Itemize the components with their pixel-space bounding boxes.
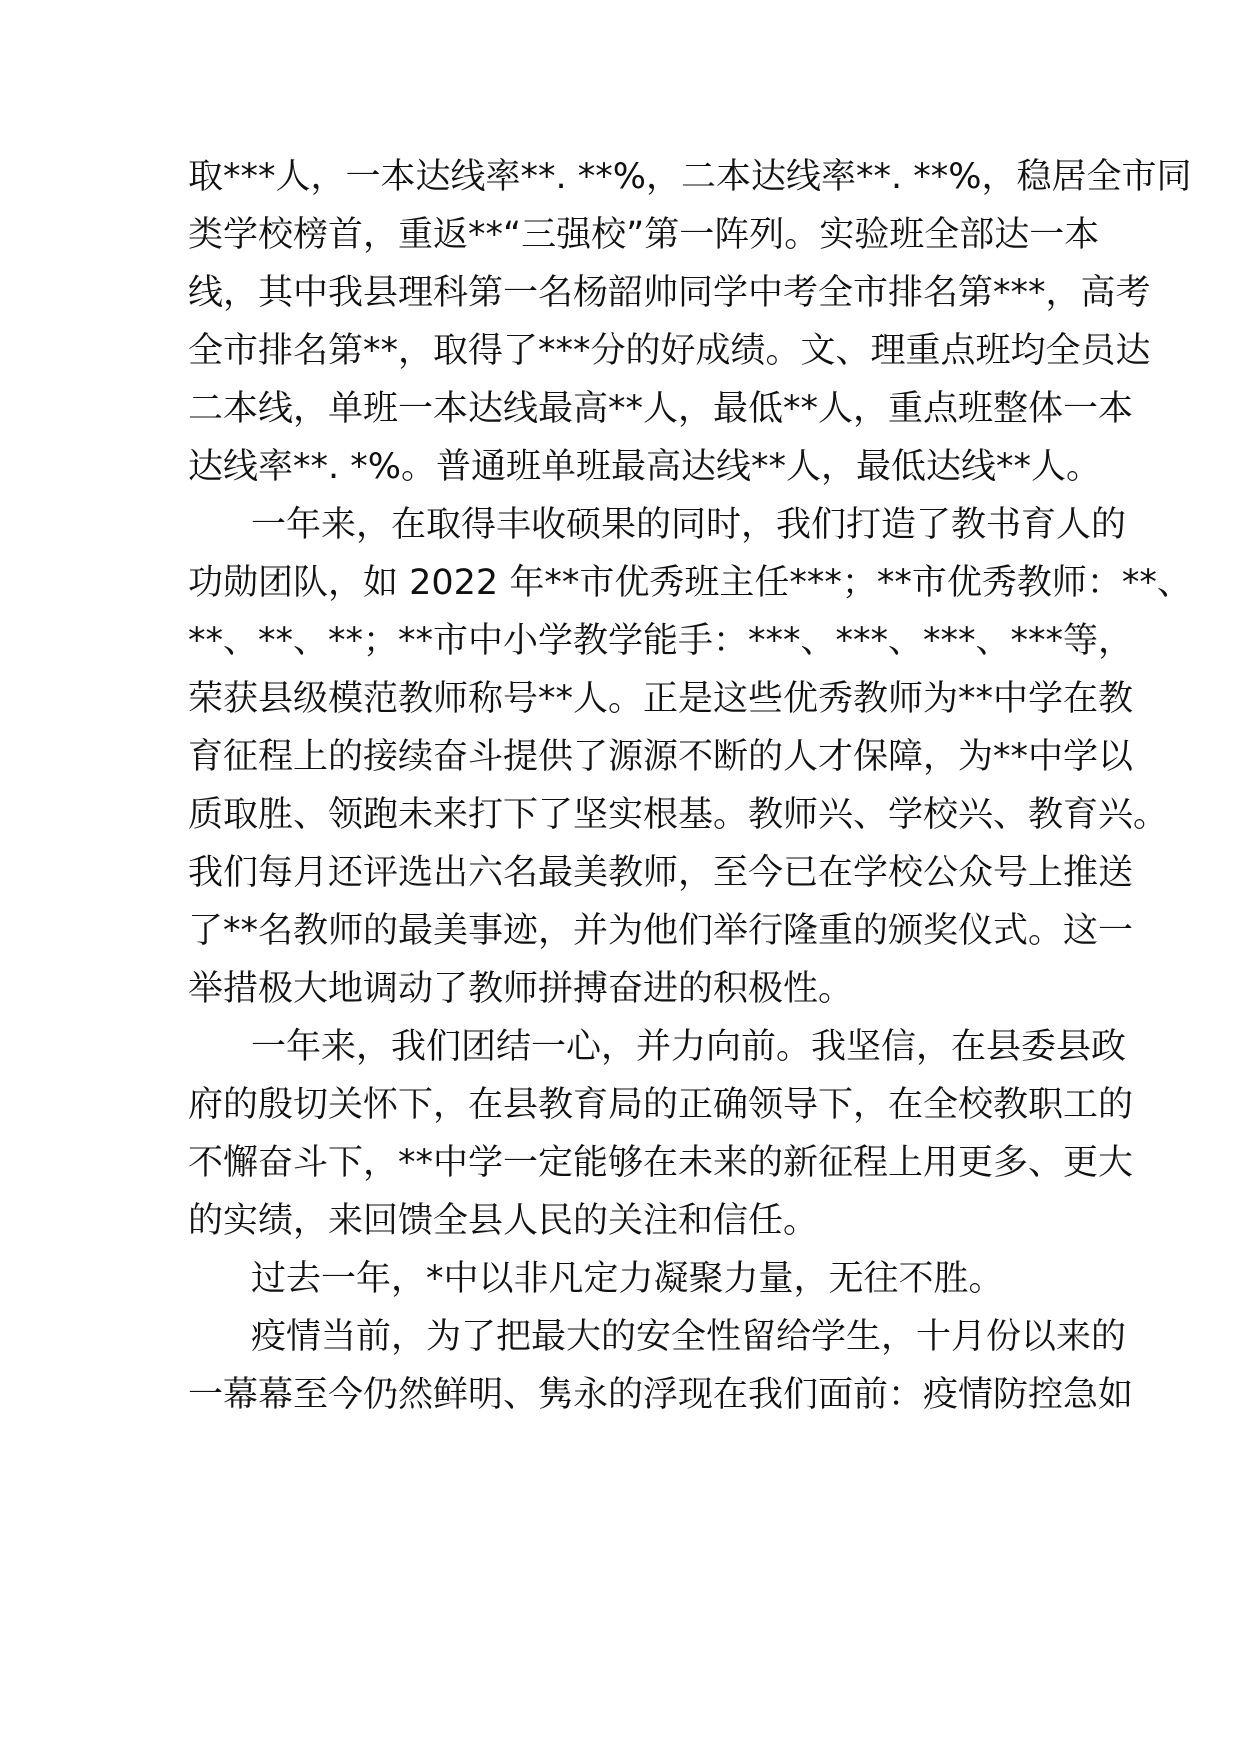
paragraph-first-line: 过去一年，*中以非凡定力凝聚力量，无往不胜。 bbox=[251, 1259, 1004, 1299]
text-line: 了**名教师的最美事迹，并为他们举行隆重的颁奖仪式。这一 bbox=[188, 911, 1134, 951]
text-line: 荣获县级模范教师称号**人。正是这些优秀教师为**中学在教 bbox=[188, 679, 1134, 719]
text-line: **、**、**；**市中小学教学能手：***、***、***、***等， bbox=[188, 621, 1134, 661]
text-line: 不懈奋斗下，**中学一定能够在未来的新征程上用更多、更大 bbox=[188, 1143, 1134, 1183]
text-line: 取***人，一本达线率**. **%，二本达线率**. **%，稳居全市同 bbox=[188, 157, 1192, 197]
text-line: 一幕幕至今仍然鲜明、隽永的浮现在我们面前：疫情防控急如 bbox=[188, 1375, 1134, 1415]
text-line: 功勋团队，如 2022 年**市优秀班主任***；**市优秀教师：**、 bbox=[188, 563, 1192, 603]
paragraph-first-line: 疫情当前，为了把最大的安全性留给学生，十月份以来的 bbox=[251, 1317, 1127, 1357]
text-line: 质取胜、领跑未来打下了坚实根基。教师兴、学校兴、教育兴。 bbox=[188, 795, 1169, 835]
text-line: 线，其中我县理科第一名杨韶帅同学中考全市排名第***，高考 bbox=[188, 273, 1151, 313]
text-line: 我们每月还评选出六名最美教师，至今已在学校公众号上推送 bbox=[188, 853, 1134, 893]
text-line: 育征程上的接续奋斗提供了源源不断的人才保障，为**中学以 bbox=[188, 737, 1134, 777]
text-line: 二本线，单班一本达线最高**人，最低**人，重点班整体一本 bbox=[188, 389, 1134, 429]
text-line: 的实绩，来回馈全县人民的关注和信任。 bbox=[188, 1201, 819, 1241]
text-line: 全市排名第**，取得了***分的好成绩。文、理重点班均全员达 bbox=[188, 331, 1151, 371]
paragraph-first-line: 一年来，我们团结一心，并力向前。我坚信，在县委县政 bbox=[251, 1027, 1127, 1067]
text-line: 举措极大地调动了教师拼搏奋进的积极性。 bbox=[188, 969, 854, 1009]
paragraph-first-line: 一年来，在取得丰收硕果的同时，我们打造了教书育人的 bbox=[251, 505, 1127, 545]
text-line: 达线率**. *%。普通班单班最高达线**人，最低达线**人。 bbox=[188, 447, 1102, 487]
text-line: 类学校榜首，重返**“三强校”第一阵列。实验班全部达一本 bbox=[188, 215, 1100, 255]
text-line: 府的殷切关怀下，在县教育局的正确领导下，在全校教职工的 bbox=[188, 1085, 1134, 1125]
